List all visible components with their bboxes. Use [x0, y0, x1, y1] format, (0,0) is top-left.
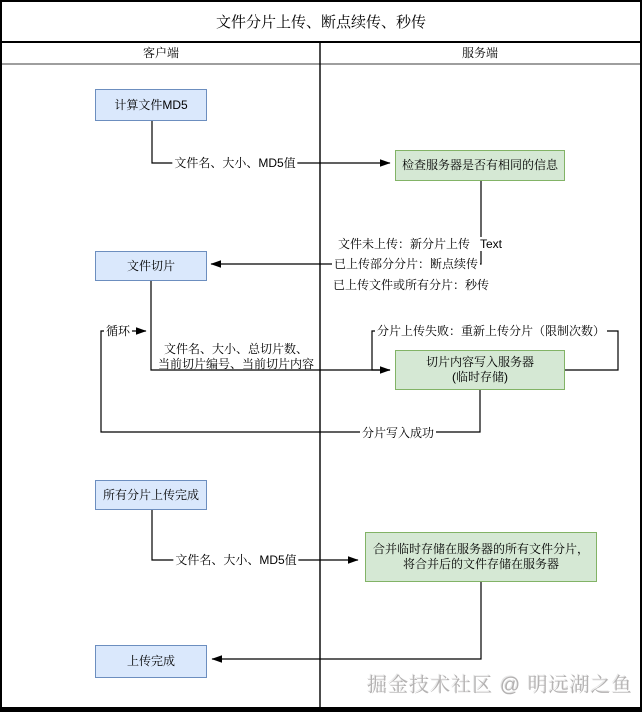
edge-label-partial-uploaded: 已上传部分分片：断点续传 — [333, 257, 479, 271]
node-merge — [365, 532, 597, 582]
edge-label-text-note: Text — [479, 237, 503, 251]
node-file-slice-label: 文件切片 — [126, 258, 175, 273]
lane-header-server: 服务端 — [461, 45, 498, 60]
watermark-text: 掘金技术社区 @ 明远湖之鱼 — [367, 674, 633, 697]
node-merge-line1: 合并临时存储在服务器的所有文件分片， — [372, 542, 589, 556]
edge-label-slice-info-line1: 文件名、大小、总切片数、 — [163, 342, 309, 356]
edge-check-to-slice — [211, 181, 481, 264]
diagram-title: 文件分片上传、断点续传、秒传 — [2, 2, 640, 43]
edge-label-instant-upload: 已上传文件或所有分片：秒传 — [332, 278, 490, 292]
node-calc-md5-label: 计算文件MD5 — [114, 97, 188, 112]
edge-label-slice-info-line2: 当前切片编号、当前切片内容 — [157, 357, 315, 371]
node-check-server-label: 检查服务器是否有相同的信息 — [401, 158, 558, 172]
node-check-server — [395, 150, 565, 181]
node-all-uploaded — [95, 480, 207, 510]
edge-label-loop: 循环 — [105, 324, 131, 338]
edge-label-md5-info-2: 文件名、大小、MD5值 — [175, 553, 297, 567]
node-write-slice-line1: 切片内容写入服务器 — [425, 355, 534, 369]
edge-label-not-uploaded: 文件未上传：新分片上传 — [337, 237, 471, 251]
node-upload-done — [95, 645, 207, 678]
lane-header-client: 客户端 — [142, 45, 179, 60]
edge-merge-to-done — [212, 582, 481, 659]
node-upload-done-label: 上传完成 — [126, 654, 175, 668]
node-calc-md5 — [95, 89, 207, 121]
node-all-uploaded-label: 所有分片上传完成 — [102, 487, 199, 502]
edge-label-md5-info: 文件名、大小、MD5值 — [174, 156, 296, 170]
edge-label-write-success: 分片写入成功 — [361, 426, 435, 440]
node-write-slice-line2: (临时存储) — [452, 370, 508, 384]
node-merge-line2: 将合并后的文件存储在服务器 — [402, 557, 559, 571]
node-write-slice — [395, 350, 565, 390]
edge-label-retry: 分片上传失败：重新上传分片（限制次数） — [376, 324, 606, 338]
node-file-slice — [95, 251, 207, 281]
